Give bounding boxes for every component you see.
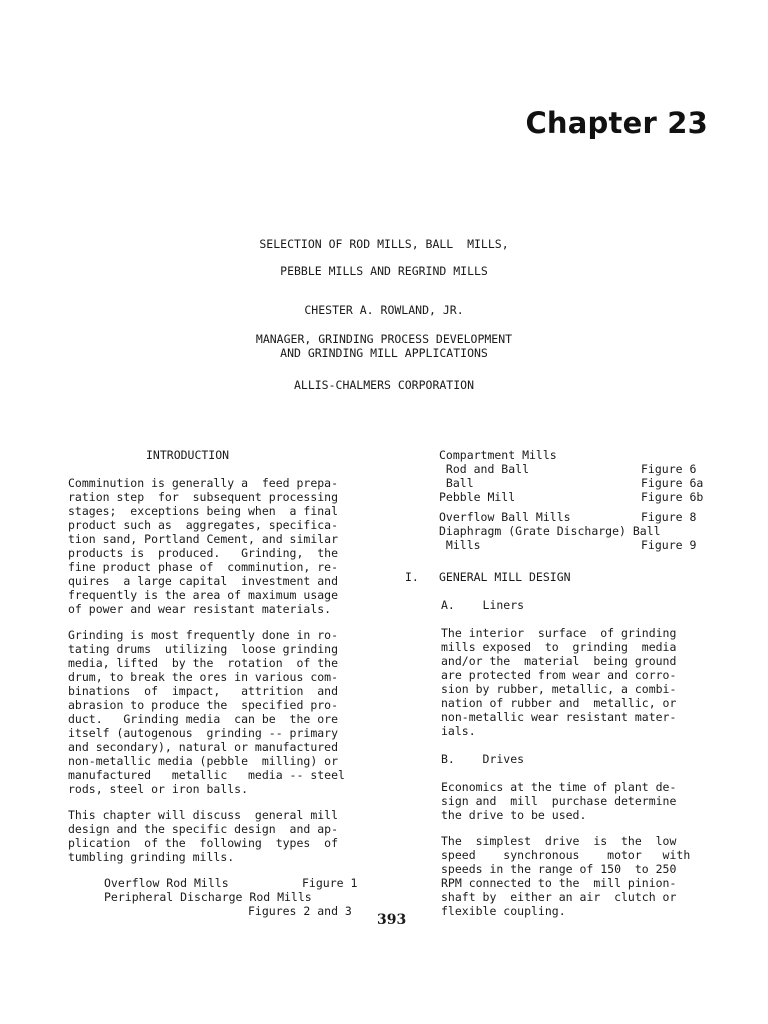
list-item: Pebble Mill Figure 6b bbox=[439, 490, 704, 504]
drives-paragraph-2: The simplest drive is the low speed synchronous motor with speeds in the range of 150 to 250 RPM connected to the mill pinion- shaft by either an air clutch or flexible coupling. bbox=[441, 834, 691, 918]
subsection-heading-drives: B. Drives bbox=[441, 752, 525, 766]
chapter-title: Chapter 23 bbox=[525, 106, 708, 140]
left-column bbox=[68, 448, 378, 918]
list-item: Ball Figure 6a bbox=[439, 476, 704, 490]
intro-paragraph-1: Comminution is generally a feed prepa- ration step for subsequent processing stages; exceptions being when a final product such as aggregates, specifica- tion sand, Portland Cement, and similar products is produced. Grinding, the fine product phase of comminution, re- quires a large capital investment and frequently is the area of maximum usage of power and wear resistant materials. bbox=[68, 476, 339, 616]
drives-paragraph-1: Economics at the time of plant de- sign and mill purchase determine the drive to be used. bbox=[441, 780, 677, 822]
introduction-heading: INTRODUCTION bbox=[146, 448, 230, 462]
author-position-line-2: AND GRINDING MILL APPLICATIONS bbox=[280, 346, 488, 360]
company-name: ALLIS-CHALMERS CORPORATION bbox=[293, 378, 474, 392]
list-item: Overflow Ball Mills Figure 8 bbox=[439, 510, 697, 524]
section-heading: I. GENERAL MILL DESIGN bbox=[405, 570, 571, 584]
paper-title-line-1: SELECTION OF ROD MILLS, BALL MILLS, bbox=[259, 237, 509, 251]
list-item: Peripheral Discharge Rod Mills bbox=[104, 890, 312, 904]
figure-list-left bbox=[104, 876, 378, 918]
list-item: Rod and Ball Figure 6 bbox=[439, 462, 697, 476]
author-name: CHESTER A. ROWLAND, JR. bbox=[304, 303, 464, 317]
list-item: Overflow Rod Mills Figure 1 bbox=[104, 876, 358, 890]
right-column bbox=[405, 448, 725, 918]
list-item: Figures 2 and 3 bbox=[248, 904, 352, 918]
paper-title-line-2: PEBBLE MILLS AND REGRIND MILLS bbox=[280, 264, 488, 278]
intro-paragraph-2: Grinding is most frequently done in ro- tating drums utilizing loose grinding media, lifted by the rotation of the drum, to break the ores in various com- binations of impact, attrition and abrasion to produce the specified pro- duct. Grinding media can be the ore itself (autogenous grinding -- primary and secondary), natural or manufactured non-metallic media (pebble milling) or manufactured metallic media -- steel rods, steel or iron balls. bbox=[68, 628, 345, 796]
compartment-mills-heading: Compartment Mills bbox=[439, 448, 557, 462]
liners-paragraph: The interior surface of grinding mills exposed to grinding media and/or the material being ground are protected from wear and corro- sion by rubber, metallic, a combi- nation of rubber and metallic, or non-metallic wear resistant mater- ials. bbox=[441, 626, 677, 738]
subsection-heading-liners: A. Liners bbox=[441, 598, 525, 612]
intro-paragraph-3: This chapter will discuss general mill design and the specific design and ap- plication of the following types of tumbling grinding mills. bbox=[68, 808, 339, 864]
page-number: 393 bbox=[377, 912, 407, 928]
author-position-line-1: MANAGER, GRINDING PROCESS DEVELOPMENT bbox=[255, 332, 513, 346]
list-item: Diaphragm (Grate Discharge) Ball bbox=[439, 524, 661, 538]
list-item: Mills Figure 9 bbox=[439, 538, 697, 552]
